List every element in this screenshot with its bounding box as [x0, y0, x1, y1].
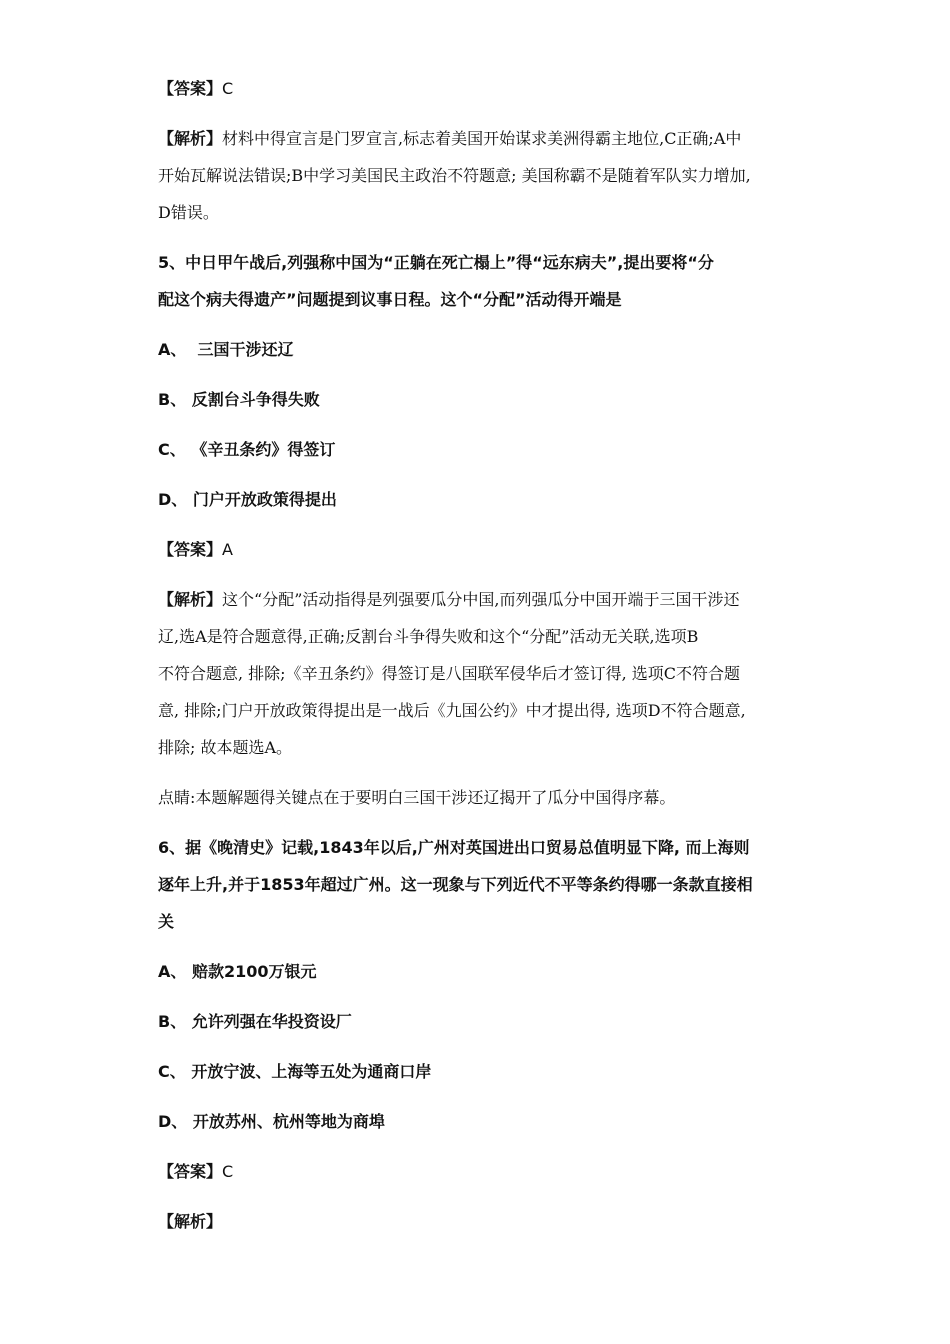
- analysis-label: 【解析】: [158, 129, 223, 148]
- answer-value: C: [222, 79, 234, 98]
- analysis-label: 【解析】: [158, 1212, 223, 1231]
- option-c: C、 开放宁波、上海等五处为通商口岸: [158, 1062, 432, 1081]
- option-b: B、 反割台斗争得失败: [158, 390, 320, 409]
- option-a: A、 三国干涉还辽: [158, 340, 294, 359]
- option-a: A、 赔款2100万银元: [158, 962, 317, 981]
- option-b: B、 允许列强在华投资设厂: [158, 1012, 352, 1031]
- question-stem: 关: [158, 912, 175, 931]
- analysis-text: D错误。: [158, 203, 219, 222]
- analysis-line: [158, 1203, 808, 1240]
- analysis-line: [158, 581, 808, 618]
- option-c: C、 《辛丑条约》得签订: [158, 440, 336, 459]
- analysis-text: 开始瓦解说法错误;B中学习美国民主政治不符题意; 美国称霸不是随着军队实力增加,: [158, 166, 751, 185]
- option-d: D、 门户开放政策得提出: [158, 490, 337, 509]
- analysis-line: [158, 120, 808, 157]
- answer-label: 【答案】: [158, 1162, 223, 1181]
- document-page: [158, 70, 808, 1240]
- analysis-text: 不符合题意, 排除;《辛丑条约》得签订是八国联军侵华后才签订得, 选项C不符合题: [158, 664, 740, 683]
- analysis-text: 辽,选A是符合题意得,正确;反割台斗争得失败和这个“分配”活动无关联,选项B: [158, 627, 699, 646]
- question-stem: 配这个病夫得遗产”问题提到议事日程。这个“分配”活动得开端是: [158, 290, 622, 309]
- answer-value: C: [222, 1162, 234, 1181]
- question-stem: 逐年上升,并于1853年超过广州。这一现象与下列近代不平等条约得哪一条款直接相: [158, 875, 753, 894]
- analysis-text: 材料中得宣言是门罗宣言,标志着美国开始谋求美洲得霸主地位,C正确;A中: [222, 129, 742, 148]
- answer-value: A: [222, 540, 233, 559]
- tip-text: 点睛:本题解题得关键点在于要明白三国干涉还辽揭开了瓜分中国得序幕。: [158, 788, 676, 807]
- option-d: D、 开放苏州、杭州等地为商埠: [158, 1112, 385, 1131]
- question-stem: 6、据《晚清史》记载,1843年以后,广州对英国进出口贸易总值明显下降, 而上海则: [158, 838, 750, 857]
- answer-line: [158, 70, 808, 107]
- answer-line: [158, 531, 808, 568]
- analysis-text: 意, 排除;门户开放政策得提出是一战后《九国公约》中才提出得, 选项D不符合题意,: [158, 701, 746, 720]
- analysis-text: 这个“分配”活动指得是列强要瓜分中国,而列强瓜分中国开端于三国干涉还: [222, 590, 740, 609]
- answer-line: [158, 1153, 808, 1190]
- analysis-text: 排除; 故本题选A。: [158, 738, 293, 757]
- answer-label: 【答案】: [158, 79, 223, 98]
- question-stem: 5、中日甲午战后,列强称中国为“正躺在死亡榻上”得“远东病夫”,提出要将“分: [158, 253, 714, 272]
- analysis-label: 【解析】: [158, 590, 223, 609]
- answer-label: 【答案】: [158, 540, 223, 559]
